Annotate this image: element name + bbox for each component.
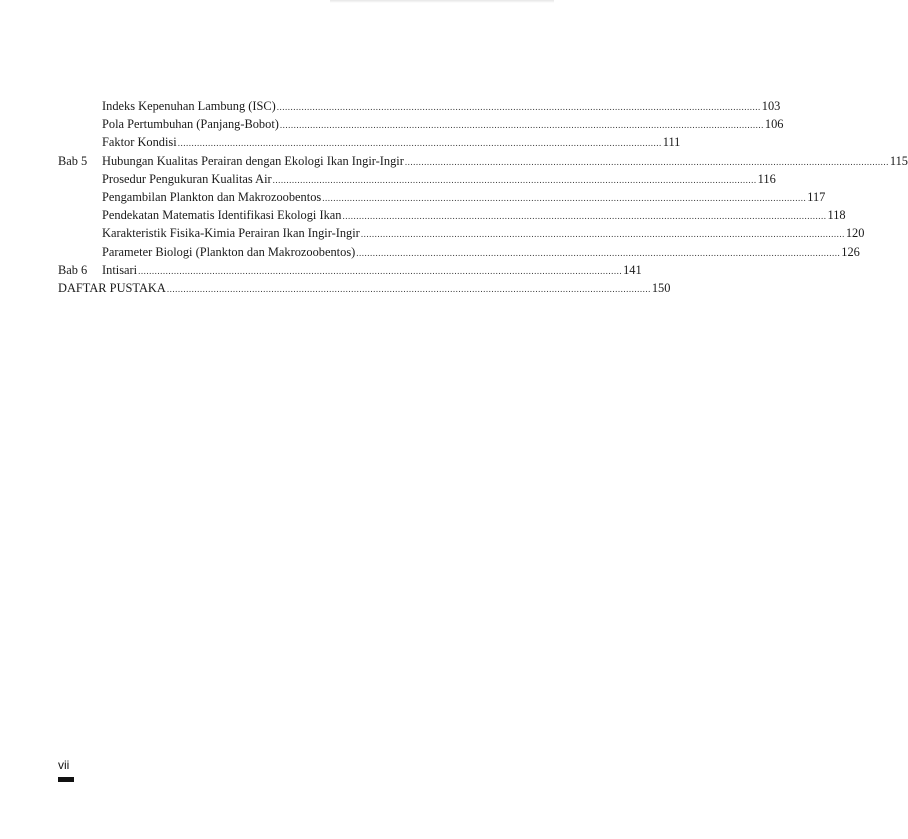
toc-page-number: 115 [889, 153, 908, 168]
toc-leader-dots [361, 225, 845, 243]
toc-page-number: 103 [761, 99, 781, 113]
toc-leader-dots [343, 207, 827, 225]
toc-entry[interactable] [58, 170, 776, 188]
toc-page-number: 141 [623, 262, 642, 277]
toc-page-number: 150 [651, 280, 671, 295]
toc-page-number: 116 [757, 171, 776, 186]
toc-chapter-label: Bab 5 [58, 153, 88, 168]
toc-leader-dots [356, 244, 840, 262]
toc-leader-dots [167, 280, 651, 298]
toc-entry-title: DAFTAR PUSTAKA [58, 280, 166, 295]
toc-entry-title: Pola Pertumbuhan (Panjang-Bobot) [102, 117, 279, 132]
toc-entry[interactable] [58, 97, 781, 115]
toc-entry[interactable] [58, 152, 908, 170]
toc-leader-dots [405, 153, 889, 171]
toc-entry[interactable] [58, 115, 784, 133]
toc-entry[interactable] [58, 188, 826, 206]
toc-page-number: 117 [807, 189, 826, 204]
toc-leader-dots [322, 189, 806, 207]
toc-leader-dots [280, 116, 764, 134]
toc-page-number: 126 [841, 244, 860, 259]
toc-page-number: 118 [827, 208, 846, 223]
toc-entry-title: Karakteristik Fisika-Kimia Perairan Ikan Ingir-Ingir [102, 226, 360, 241]
toc-entry[interactable] [58, 133, 681, 151]
toc-entry-title: Parameter Biologi (Plankton dan Makrozoobentos) [102, 244, 356, 259]
toc-entry-title: Indeks Kepenuhan Lambung (ISC) [102, 99, 276, 113]
toc-entry[interactable] [58, 224, 865, 242]
toc-page-number: 120 [845, 226, 865, 241]
toc-leader-dots [178, 134, 662, 152]
footer-bar [58, 777, 74, 782]
toc-chapter-label: Bab 6 [58, 262, 88, 277]
table-of-contents [58, 97, 908, 297]
toc-page-number: 106 [764, 117, 784, 132]
toc-leader-dots [138, 262, 622, 280]
toc-entry[interactable] [58, 261, 642, 279]
toc-entry[interactable] [58, 206, 846, 224]
toc-entry[interactable] [58, 279, 671, 297]
toc-entry-title: Pengambilan Plankton dan Makrozoobentos [102, 189, 322, 204]
toc-entry-title: Hubungan Kualitas Perairan dengan Ekologi Ikan Ingir-Ingir [102, 153, 404, 168]
page-number: vii [58, 758, 70, 772]
toc-entry-title: Intisari [102, 262, 138, 277]
toc-leader-dots [273, 171, 757, 189]
toc-entry[interactable] [58, 243, 860, 261]
toc-leader-dots [277, 98, 761, 116]
toc-entry-title: Pendekatan Matematis Identifikasi Ekologi Ikan [102, 208, 342, 223]
toc-entry-title: Faktor Kondisi [102, 135, 177, 150]
toc-page-number: 111 [662, 135, 681, 150]
toc-entry-title: Prosedur Pengukuran Kualitas Air [102, 171, 272, 186]
page-edge-shadow [330, 0, 554, 3]
